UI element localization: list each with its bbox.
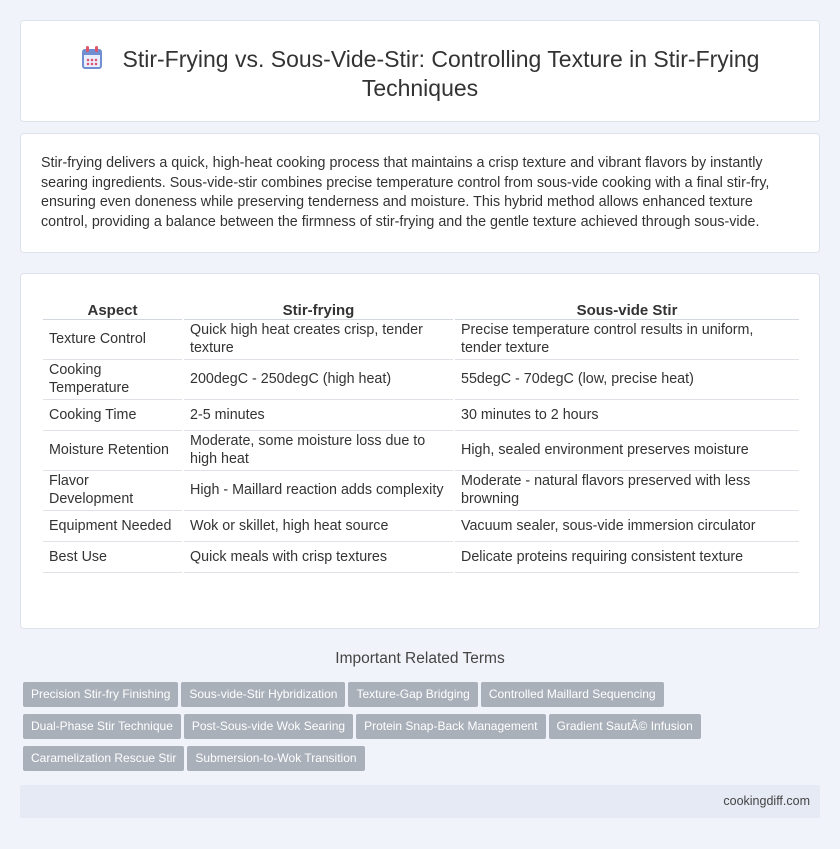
related-term-tag[interactable]: Precision Stir-fry Finishing	[23, 682, 178, 707]
table-cell: Equipment Needed	[43, 510, 183, 541]
related-term-tag[interactable]: Submersion-to-Wok Transition	[187, 746, 364, 771]
table-cell: 200degC - 250degC (high heat)	[183, 359, 454, 399]
table-cell: Cooking Temperature	[43, 359, 183, 399]
table-cell: Flavor Development	[43, 470, 183, 510]
intro-card	[20, 133, 820, 253]
table-row	[43, 541, 799, 572]
table-cell: Moisture Retention	[43, 430, 183, 470]
page-title: Stir-Frying vs. Sous-Vide-Stir: Controlling Texture in Stir-Frying Techniques	[122, 46, 760, 101]
table-cell: Moderate - natural flavors preserved with less browning	[454, 470, 799, 510]
table-cell: 30 minutes to 2 hours	[454, 399, 799, 430]
related-term-tag[interactable]: Gradient SautÃ© Infusion	[549, 714, 701, 739]
table-cell: Wok or skillet, high heat source	[183, 510, 454, 541]
related-term-tag[interactable]: Protein Snap-Back Management	[356, 714, 545, 739]
intro-paragraph: Stir-frying delivers a quick, high-heat cooking process that maintains a crisp texture and vibrant flavors by instantly searing ingredients. Sous-vide-stir combines precise temperature control from sous-vide cooking with a final stir-fry, ensuring even doneness while preserving tenderness and moisture. This hybrid method allows enhanced texture control, providing a balance between the firmness of stir-frying and the gentle texture achieved through sous-vide.	[41, 155, 770, 230]
related-term-tag[interactable]: Caramelization Rescue Stir	[23, 746, 184, 771]
calendar-icon	[81, 46, 103, 70]
table-row	[43, 399, 799, 430]
column-header-stir-frying: Stir-frying	[183, 296, 454, 319]
table-cell: Vacuum sealer, sous-vide immersion circulator	[454, 510, 799, 541]
comparison-table	[43, 296, 799, 573]
table-cell: 2-5 minutes	[183, 399, 454, 430]
related-term-tag[interactable]: Sous-vide-Stir Hybridization	[181, 682, 345, 707]
table-cell: 55degC - 70degC (low, precise heat)	[454, 359, 799, 399]
related-term-tag[interactable]: Dual-Phase Stir Technique	[23, 714, 181, 739]
footer	[20, 785, 820, 818]
table-cell: Precise temperature control results in uniform, tender texture	[454, 319, 799, 359]
related-term-tag[interactable]: Controlled Maillard Sequencing	[481, 682, 664, 707]
table-cell: High, sealed environment preserves moisture	[454, 430, 799, 470]
table-cell: High - Maillard reaction adds complexity	[183, 470, 454, 510]
table-cell: Best Use	[43, 541, 183, 572]
table-header-row	[43, 296, 799, 319]
related-terms-heading: Important Related Terms	[335, 650, 505, 667]
table-cell: Cooking Time	[43, 399, 183, 430]
table-row	[43, 510, 799, 541]
comparison-table-card	[20, 273, 820, 629]
table-row	[43, 359, 799, 399]
table-row	[43, 470, 799, 510]
table-cell: Delicate proteins requiring consistent texture	[454, 541, 799, 572]
header-card	[20, 20, 820, 122]
column-header-aspect: Aspect	[43, 296, 183, 319]
table-cell: Moderate, some moisture loss due to high heat	[183, 430, 454, 470]
table-cell: Quick high heat creates crisp, tender texture	[183, 319, 454, 359]
table-cell: Texture Control	[43, 319, 183, 359]
related-terms-list	[23, 682, 823, 778]
table-row	[43, 319, 799, 359]
table-row	[43, 430, 799, 470]
column-header-sous-vide-stir: Sous-vide Stir	[454, 296, 799, 319]
related-term-tag[interactable]: Texture-Gap Bridging	[348, 682, 477, 707]
page-title-wrap	[21, 45, 819, 103]
table-cell: Quick meals with crisp textures	[183, 541, 454, 572]
related-term-tag[interactable]: Post-Sous-vide Wok Searing	[184, 714, 353, 739]
footer-site-link[interactable]: cookingdiff.com	[723, 794, 810, 808]
